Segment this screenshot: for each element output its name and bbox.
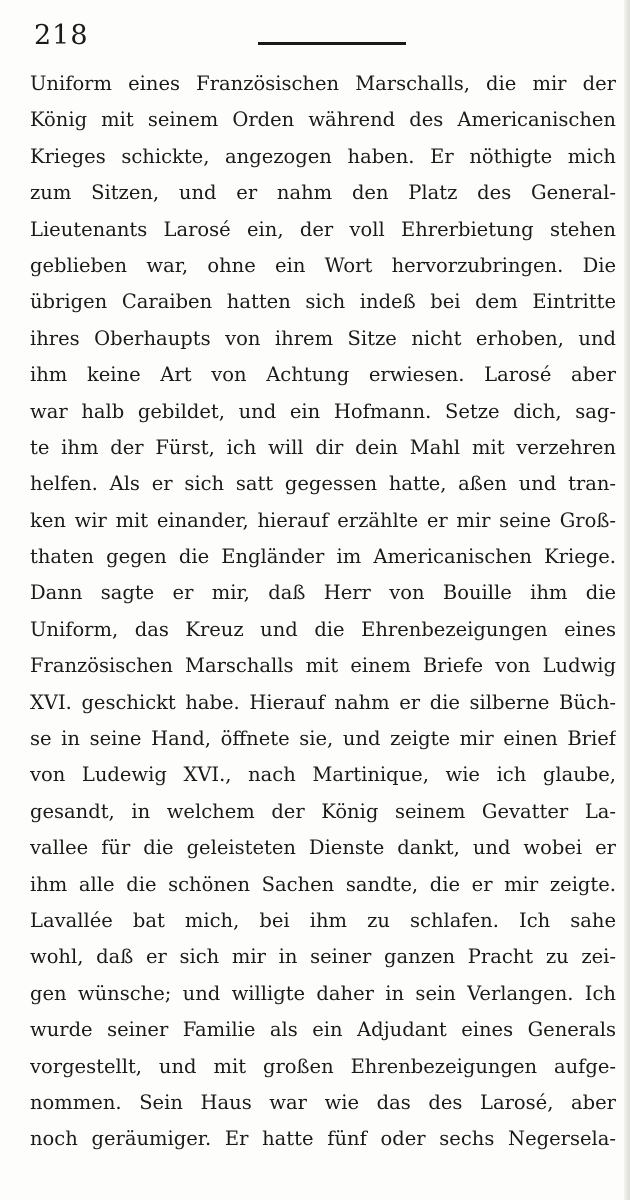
text-line: gen wünsche; und willigte daher in sein Verlangen. Ich xyxy=(30,981,616,1005)
text-line: geblieben war, ohne ein Wort hervorzubringen. Die xyxy=(30,253,616,277)
text-line: noch geräumiger. Er hatte fünf oder sechs Negersela- xyxy=(30,1127,616,1151)
text-line: zum Sitzen, und er nahm den Platz des General- xyxy=(30,181,616,205)
page-number: 218 xyxy=(34,20,89,51)
text-line: Krieges schickte, angezogen haben. Er nöthigte mich xyxy=(30,144,616,168)
text-line: Lavallée bat mich, bei ihm zu schlafen. Ich sahe xyxy=(30,908,616,932)
text-line: Französischen Marschalls mit einem Briefe von Ludwig xyxy=(30,654,616,678)
text-line: war halb gebildet, und ein Hofmann. Setze dich, sag- xyxy=(30,399,616,423)
text-line: Uniform, das Kreuz und die Ehrenbezeigungen eines xyxy=(30,617,616,641)
text-line: thaten gegen die Engländer im Americanischen Kriege. xyxy=(30,545,616,569)
header-rule xyxy=(258,42,406,45)
text-line: wurde seiner Familie als ein Adjudant eines Generals xyxy=(30,1018,616,1042)
text-line: Dann sagte er mir, daß Herr von Bouille ihm die xyxy=(30,581,616,605)
text-line: XVI. geschickt habe. Hierauf nahm er die silberne Büch- xyxy=(30,690,616,714)
text-line: vallee für die geleisteten Dienste dankt, und wobei er xyxy=(30,836,616,860)
text-line: Lieutenants Larosé ein, der voll Ehrerbietung stehen xyxy=(30,217,616,241)
text-line: ken wir mit einander, hierauf erzählte er mir seine Groß- xyxy=(30,508,616,532)
page-edge-shadow xyxy=(624,0,630,1200)
text-line: nommen. Sein Haus war wie das des Larosé, aber xyxy=(30,1090,616,1114)
text-line: gesandt, in welchem der König seinem Gevatter La- xyxy=(30,799,616,823)
text-line: König mit seinem Orden während des Americanischen xyxy=(30,108,616,132)
text-line: wohl, daß er sich mir in seiner ganzen Pracht zu zei- xyxy=(30,945,616,969)
text-line: se in seine Hand, öffnete sie, und zeigte mir einen Brief xyxy=(30,727,616,751)
text-line: Uniform eines Französischen Marschalls, die mir der xyxy=(30,72,616,95)
text-line: ihm alle die schönen Sachen sandte, die er mir zeigte. xyxy=(30,872,616,896)
page-header xyxy=(30,18,610,58)
text-line: ihres Oberhaupts von ihrem Sitze nicht erhoben, und xyxy=(30,326,616,350)
text-line: te ihm der Fürst, ich will dir dein Mahl mit verzehren xyxy=(30,435,616,459)
text-line: übrigen Caraiben hatten sich indeß bei dem Eintritte xyxy=(30,290,616,314)
text-line: ihm keine Art von Achtung erwiesen. Larosé aber xyxy=(30,363,616,387)
text-line: von Ludewig XVI., nach Martinique, wie ich glaube, xyxy=(30,763,616,787)
text-line: vorgestellt, und mit großen Ehrenbezeigungen aufge- xyxy=(30,1054,616,1078)
text-line: helfen. Als er sich satt gegessen hatte, aßen und tran- xyxy=(30,472,616,496)
body-text xyxy=(30,66,616,1158)
